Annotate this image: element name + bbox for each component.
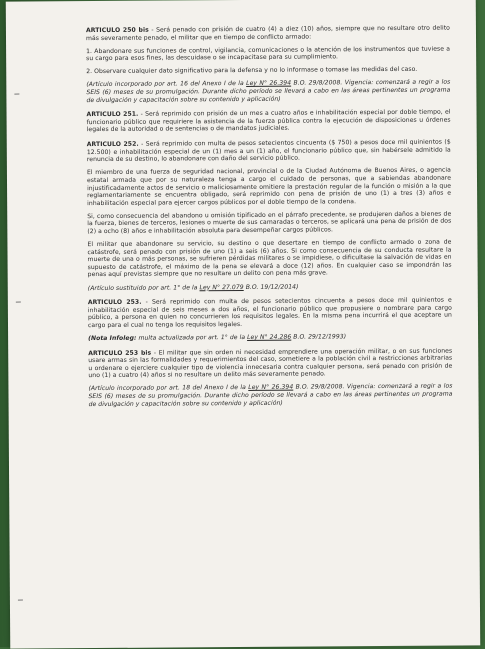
article-text: - El militar que sin orden ni necesidad emprendiere una operación militar, o en sus funciones usare armas sin las formalidades y requerimientos del caso, sometiere a la población civil a restricciones arbitrarias u ordenare o ejerciere cualquier tipo de violencia innecesaria contra cualquier persona, será penado con prisión de uno (1) a cuatro (4) años si no resultare un delito más severamente penado. (88, 347, 453, 380)
article-title: ARTICULO 250 bis (85, 26, 149, 35)
article-note: (Artículo incorporado por art. 16 del Anexo I de la Ley N° 26.394 B.O. 29/8/2008. Vigencia: comenzará a regir a los SEIS (6) meses de su promulgación. Durante dicho período se llevará a cabo en las áreas pertinentes un programa de divulgación y capacitación sobre su contenido y aplicación) (86, 79, 451, 104)
article-title: ARTICULO 251. (86, 110, 139, 119)
article-item: 1. Abandonare sus funciones de control, vigilancia, comunicaciones o la atención de los instrumentos que tuviese a su cargo para esos fines, las descuidase o se incapacitase para su cumplimiento. (86, 45, 451, 63)
article-text: - Será reprimido con multa de pesos setecientos cincuenta ($ 750) a pesos doce mil quinientos ($ 12.500) e inhabilitación especial de un (1) mes a un (1) año, el funcionario público que, sin habérsele admitido la renuncia de su destino, lo abandonare con daño del servicio público. (86, 138, 451, 164)
law-link[interactable]: Ley N° 26.394 (248, 384, 294, 392)
article-text: - Será reprimido con multa de pesos setecientos cincuenta a pesos doce mil quinientos e inhabilitación especial de seis meses a dos años, el funcionario público que propusiere o nombrare para cargo público, a persona en quien no concurrieren los requisitos legales. En la misma pena incurrirá el que aceptare un cargo para el cual no tenga los requisitos legales. (87, 296, 452, 329)
article-paragraph: Si, como consecuencia del abandono u omisión tipificado en el párrafo precedente, se produjeren daños a bienes de la fuerza, bienes de terceros, lesiones o muerte de sus camaradas o terceros, se aplicará una pena de prisión de dos (2) a ocho (8) años e inhabilitación absoluta para desempeñar cargos públicos. (87, 210, 452, 236)
article-title: ARTICULO 252. (86, 140, 139, 149)
article-title: ARTICULO 253. (87, 298, 142, 307)
margin-mark (16, 302, 21, 303)
paper-sheet (6, 0, 481, 649)
article-note: (Artículo incorporado por art. 18 del Anexo I de la Ley N° 26.394 B.O. 29/8/2008. Vigencia: comenzará a regir a los SEIS (6) meses de su promulgación. Durante dicho período se llevará a cabo en las áreas pertinentes un programa de divulgación y capacitación sobre su contenido y aplicación) (88, 383, 453, 408)
article-item: 2. Observare cualquier dato significativo para la defensa y no lo informase o tomase las medidas del caso. (86, 66, 418, 76)
law-link[interactable]: Ley N° 27.079 (199, 283, 244, 291)
article-note: (Artículo sustituido por art. 1° de la Ley N° 27.079 B.O. 19/12/2014) (87, 283, 299, 292)
article-253bis (88, 347, 452, 380)
margin-mark (18, 600, 23, 601)
law-link[interactable]: Ley N° 26.394 (246, 80, 292, 88)
law-link[interactable]: Ley N° 24.286 (247, 333, 292, 341)
article-note: (Nota Infoleg: multa actualizada por art. 1° de la Ley N° 24.286 B.O. 29/12/1993) (88, 333, 347, 343)
article-text: - Será penado con prisión de cuatro (4) a diez (10) años, siempre que no resultare otro delito más severamente penado, el militar que en tiempo de conflicto armado: (85, 24, 450, 42)
article-paragraph: El miembro de una fuerza de seguridad nacional, provincial o de la Ciudad Autónoma de Buenos Aires, o agencia estatal armada que por su naturaleza tenga a cargo el cuidado de personas, que a sabiendas abandonare injustificadamente actos de servicio o maliciosamente omitiere la prestación regular de la función o misión a la que reglamentariamente se encuentra obligado, será reprimido con pena de prisión de uno (1) a tres (3) años e inhabilitación especial para ejercer cargos públicos por el doble tiempo de la condena. (86, 166, 452, 207)
document-body (86, 25, 453, 414)
article-paragraph: El militar que abandonare su servicio, su destino o que desertare en tiempo de conflicto armado o zona de catástrofe, será penado con prisión de uno (1) a seis (6) años. Si como consecuencia de su conducta resultare la muerte de una o más personas, se sufrieren pérdidas militares o se impidiese, o dificultase la salvación de vidas en supuesto de catástrofe, el máximo de la pena se elevará a doce (12) años. En cualquier caso se impondrán las penas aquí previstas siempre que no resultare un delito con pena más grave. (87, 238, 452, 279)
margin-mark (14, 94, 19, 95)
article-250bis (86, 25, 450, 43)
article-251 (87, 109, 451, 134)
article-text: - Será reprimido con prisión de un mes a cuatro años e inhabilitación especial por doble tiempo, el funcionario público que requiriere la asistencia de la fuerza pública contra la ejecución de disposiciones u órdenes legales de la autoridad o de sentencias o de mandatos judiciales. (86, 108, 451, 134)
article-title: ARTICULO 253 bis (88, 349, 152, 357)
article-252 (87, 139, 451, 164)
article-253 (88, 297, 452, 330)
